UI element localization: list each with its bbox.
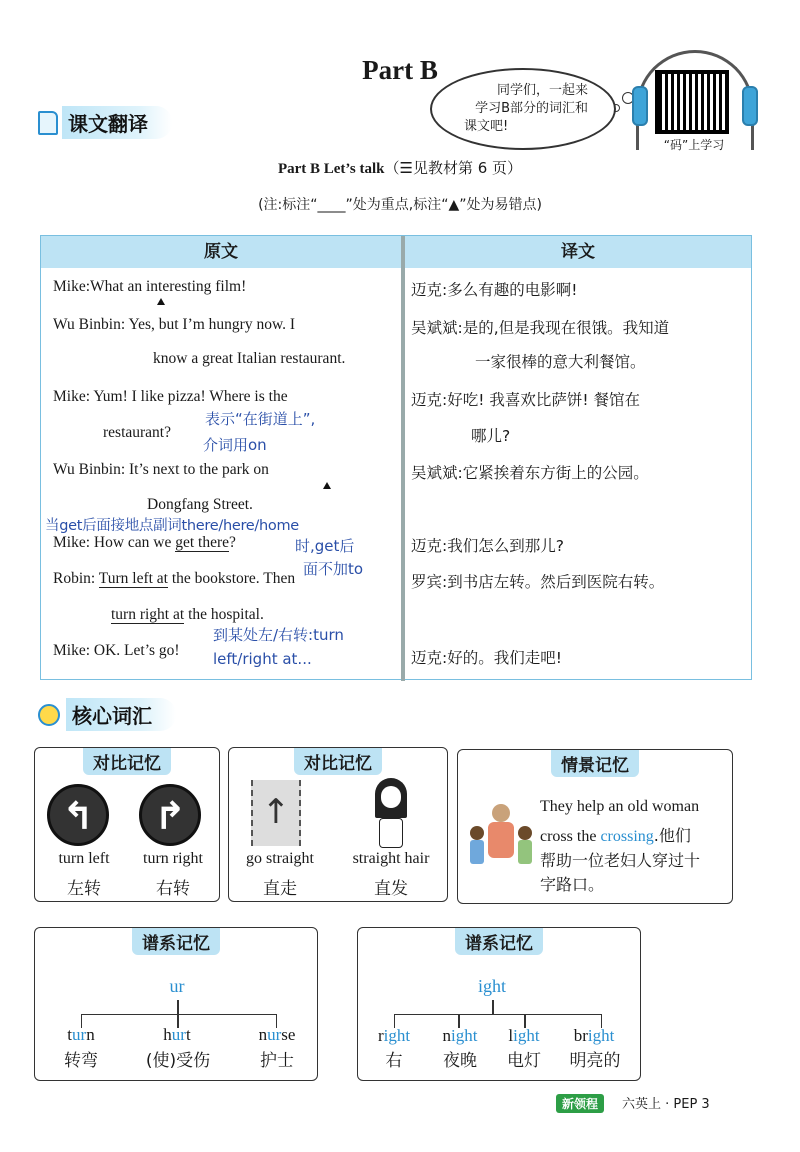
bubble-text: 学习B部分的词汇和 xyxy=(475,101,588,116)
en-line: Wu Binbin: It’s next to the park on xyxy=(53,461,269,478)
en-text: the bookstore. Then xyxy=(167,570,296,587)
vocab-card-family-ight xyxy=(357,927,641,1081)
zh-line: 罗宾:到书店左转。然后到医院右转。 xyxy=(411,573,665,591)
word-root: ight xyxy=(513,1026,540,1045)
word-prefix: h xyxy=(163,1025,172,1044)
scene-text xyxy=(540,823,691,846)
paren: （ xyxy=(384,159,400,177)
section-heading-translation xyxy=(38,106,172,139)
scene-text: They help an old woman xyxy=(540,798,700,815)
word-root: ur xyxy=(72,1025,87,1044)
vocab-word xyxy=(430,1026,490,1046)
handwritten-note: 介词用on xyxy=(203,436,267,454)
vocab-card-scenario xyxy=(457,749,733,904)
publisher-badge: 新领程 xyxy=(556,1094,604,1113)
lightbulb-icon xyxy=(38,704,60,726)
scene-text: 帮助一位老妇人穿过十 xyxy=(540,851,701,870)
headphone-ear-icon xyxy=(742,86,758,126)
vocab-meaning: 明亮的 xyxy=(569,1051,621,1071)
word-root: ight xyxy=(451,1026,478,1045)
vocab-word xyxy=(558,1026,630,1046)
scene-text: 字路口。 xyxy=(540,875,605,894)
vocab-meaning: 左转 xyxy=(67,879,101,899)
key-phrase: turn right at xyxy=(111,606,185,623)
en-text: Mike: How can we xyxy=(53,534,176,551)
col-header-original: 原文 xyxy=(41,236,401,268)
word-prefix: r xyxy=(377,1026,384,1045)
section-label: 核心词汇 xyxy=(66,698,176,731)
lesson-name: Part B Let’s talk xyxy=(277,161,385,177)
zh-line: 迈克:多么有趣的电影啊! xyxy=(411,281,578,299)
column-divider xyxy=(401,236,405,681)
zh-line: 迈克:我们怎么到那儿? xyxy=(411,537,564,555)
vocab-meaning: 夜晚 xyxy=(443,1051,477,1071)
error-prone-mark xyxy=(157,298,165,305)
zh-line: 一家很棒的意大利餐馆。 xyxy=(475,353,646,371)
scene-text-part: .他们 xyxy=(653,826,691,845)
vocab-meaning: 直发 xyxy=(374,879,408,899)
straight-road-icon: ↑ xyxy=(251,780,301,846)
card-title: 谱系记忆 xyxy=(455,928,543,955)
vocab-meaning: 右转 xyxy=(156,879,190,899)
en-line: Wu Binbin: Yes, but I’m hungry now. I xyxy=(53,316,296,333)
dialogue-table xyxy=(40,235,752,680)
turn-right-sign-icon: ↱ xyxy=(139,784,201,846)
en-line: Mike: Yum! I like pizza! Where is the xyxy=(53,388,288,405)
card-title: 对比记忆 xyxy=(83,748,171,775)
error-prone-mark xyxy=(323,482,331,489)
handwritten-note: 到某处左/右转:turn xyxy=(213,626,344,644)
zh-line: 迈克:好的。我们走吧! xyxy=(411,649,562,667)
word-suffix: n xyxy=(86,1025,95,1044)
word-root: ight xyxy=(587,1026,615,1045)
en-line: know a great Italian restaurant. xyxy=(153,350,346,367)
vocab-meaning: 直走 xyxy=(263,879,297,899)
word-prefix: br xyxy=(573,1026,588,1045)
key-phrase: Turn left at xyxy=(98,570,168,587)
en-line xyxy=(111,606,264,624)
tree-connector xyxy=(177,1000,179,1014)
textbook-icon: ☰ xyxy=(399,159,413,177)
en-line: Dongfang Street. xyxy=(147,496,253,513)
vocab-word xyxy=(364,1026,424,1046)
page-title: Part B xyxy=(362,55,438,85)
en-text: ? xyxy=(229,534,236,551)
handwritten-note: 当get后面接地点副词there/here/home xyxy=(45,518,299,534)
vocab-card-family-ur xyxy=(34,927,318,1081)
handwritten-note: 表示“在街道上”, xyxy=(205,410,316,428)
vocab-word xyxy=(139,1025,215,1045)
bubble-text: 同学们，一起来 xyxy=(496,83,588,98)
word-prefix: n xyxy=(258,1025,268,1044)
vocab-word xyxy=(494,1026,554,1046)
speech-bubble xyxy=(430,68,616,150)
card-title: 情景记忆 xyxy=(551,750,639,777)
en-line: Mike: OK. Let’s go! xyxy=(53,642,180,659)
en-text: Robin: xyxy=(53,570,99,587)
lesson-subheading xyxy=(0,157,800,178)
handwritten-note: left/right at... xyxy=(213,650,312,668)
handwritten-note: 时,get后 xyxy=(295,537,355,555)
section-label: 课文翻译 xyxy=(62,106,172,139)
root-word: ur xyxy=(169,976,185,996)
word-root: ur xyxy=(267,1025,282,1044)
scene-text-part: cross the xyxy=(540,828,601,845)
word-root: ur xyxy=(171,1025,186,1044)
qr-code[interactable] xyxy=(655,70,729,134)
textbook-ref: 见教材第 6 页） xyxy=(412,159,523,177)
vocab-word xyxy=(43,1025,119,1045)
zh-line: 迈克:好吃! 我喜欢比萨饼! 餐馆在 xyxy=(411,391,641,409)
word-prefix: t xyxy=(67,1025,73,1044)
qr-caption: “码”上学习 xyxy=(663,138,725,152)
highlight-word: crossing xyxy=(600,828,654,845)
vocab-meaning: 右 xyxy=(385,1051,403,1071)
girl-straight-hair-icon xyxy=(371,778,411,848)
word-suffix: se xyxy=(281,1025,296,1044)
people-helping-icon xyxy=(466,802,536,868)
page-footer: 六英上 · PEP 3 xyxy=(622,1097,710,1112)
en-line xyxy=(53,570,295,588)
turn-left-sign-icon: ↰ xyxy=(47,784,109,846)
word-root: ight xyxy=(383,1026,411,1045)
vocab-word xyxy=(239,1025,315,1045)
vocab-meaning: 转弯 xyxy=(64,1051,98,1071)
col-header-translation: 译文 xyxy=(405,236,751,268)
word-prefix: n xyxy=(442,1026,452,1045)
vocab-card-contrast-2 xyxy=(228,747,448,902)
vocab-word: turn left xyxy=(58,850,110,867)
vocab-word: go straight xyxy=(246,850,314,867)
section-heading-vocab xyxy=(38,698,176,731)
vocab-card-contrast-1 xyxy=(34,747,220,902)
handwritten-note: 面不加to xyxy=(303,560,364,578)
en-line: Mike:What an interesting film! xyxy=(53,278,247,295)
card-title: 谱系记忆 xyxy=(132,928,220,955)
zh-line: 哪儿? xyxy=(471,427,511,445)
book-icon xyxy=(38,111,58,135)
en-line xyxy=(53,534,236,552)
en-text: the hospital. xyxy=(184,606,264,623)
word-suffix: t xyxy=(185,1025,191,1044)
tree-connector xyxy=(492,1000,494,1014)
word-prefix: l xyxy=(508,1026,514,1045)
headphone-ear-icon xyxy=(632,86,648,126)
vocab-meaning: (使)受伤 xyxy=(145,1051,211,1071)
vocab-word: straight hair xyxy=(352,850,430,867)
annotation-note: (注:标注“____”处为重点,标注“▲”处为易错点) xyxy=(258,197,542,213)
root-word: ight xyxy=(477,976,506,996)
key-phrase: get there xyxy=(175,534,230,551)
vocab-meaning: 护士 xyxy=(260,1051,294,1071)
vocab-meaning: 电灯 xyxy=(507,1051,541,1071)
vocab-word: turn right xyxy=(143,850,203,867)
zh-line: 吴斌斌:它紧挨着东方街上的公园。 xyxy=(411,464,649,482)
en-line: restaurant? xyxy=(103,424,171,441)
card-title: 对比记忆 xyxy=(294,748,382,775)
zh-line: 吴斌斌:是的,但是我现在很饿。我知道 xyxy=(411,319,670,337)
bubble-text: 课文吧! xyxy=(464,119,509,134)
